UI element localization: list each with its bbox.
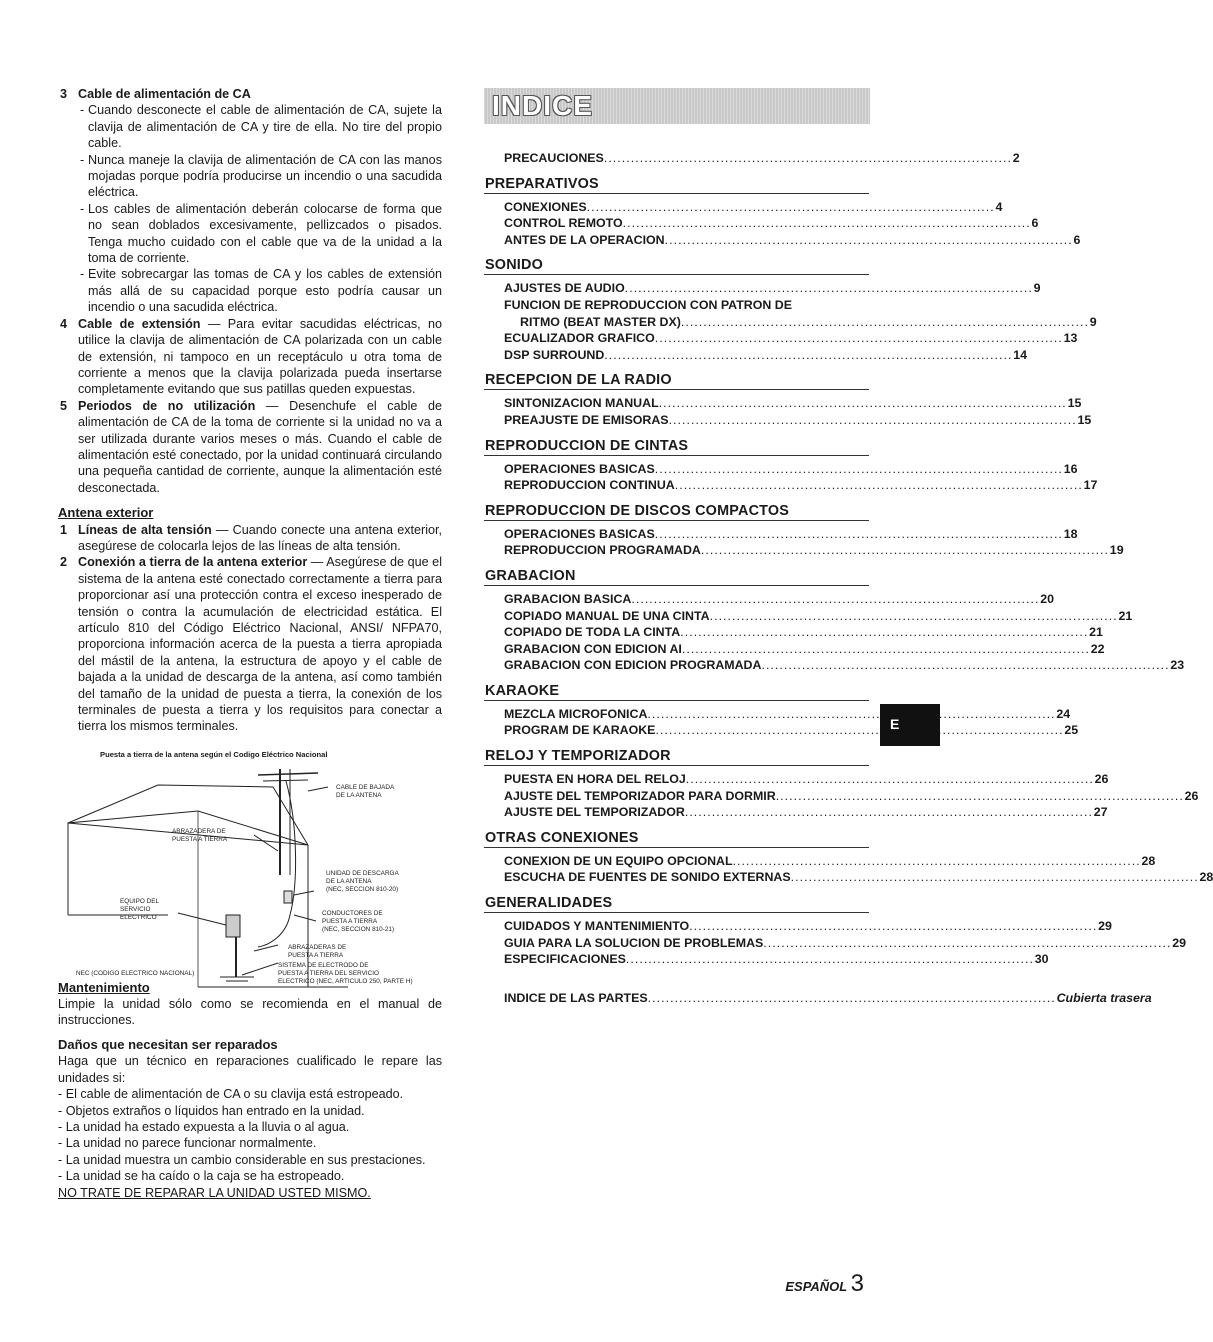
bullet-text: Cuando desconecte el cable de alimentación de CA, sujete la clavija de alimentación de CA y tire de ella. No tire del propio cable. xyxy=(88,103,442,151)
toc-label: FUNCION DE REPRODUCCION CON PATRON DE xyxy=(504,297,792,312)
item-title: Periodos de no utilización xyxy=(78,398,256,413)
toc-page: 30 xyxy=(1034,952,1049,967)
toc-entry[interactable] xyxy=(504,624,1103,641)
toc-label: GRABACION CON EDICION PROGRAMADA xyxy=(504,658,762,673)
label-abrazadera-2: PUESTA A TIERRA xyxy=(172,836,228,844)
danos-item: - La unidad se ha caído o la caja se ha estropeado. xyxy=(58,1169,345,1184)
toc-page: 21 xyxy=(1118,608,1133,623)
toc-section-heading: GRABACION xyxy=(484,568,869,586)
toc-page: 29 xyxy=(1172,935,1186,950)
item-3 xyxy=(58,86,442,102)
toc-label: ESCUCHA DE FUENTES DE SONIDO EXTERNAS xyxy=(504,870,791,885)
index-title: INDICE xyxy=(492,90,593,121)
bullet-text: Nunca maneje la clavija de alimentación de CA con las manos mojadas porque podría producirse un incendio o una sacudida eléctrica. xyxy=(88,152,442,200)
toc-entry[interactable] xyxy=(504,199,1003,216)
item-text: — Cuando conecte una antena exterior, asegúrese de colocarla lejos de las líneas de alta tensión. xyxy=(78,522,442,553)
toc-entry[interactable] xyxy=(504,314,1097,331)
bullet-text: Evite sobrecargar las tomas de CA y los cables de extensión más allá de su capacidad porque esto podría causar un incendio o una sacudida eléctrica. xyxy=(88,267,442,315)
toc-entry[interactable] xyxy=(504,395,1082,412)
toc-page: 20 xyxy=(1040,591,1055,606)
toc-section-heading: REPRODUCCION DE CINTAS xyxy=(484,438,869,456)
toc-entry[interactable] xyxy=(504,477,1098,494)
item-number: 3 xyxy=(60,87,68,101)
toc-page: 18 xyxy=(1063,526,1078,541)
left-column xyxy=(58,86,442,1201)
toc-page: 17 xyxy=(1083,478,1098,493)
toc-label: CONEXION DE UN EQUIPO OPCIONAL xyxy=(504,853,733,868)
toc-page: 6 xyxy=(1073,232,1081,247)
item-number: 5 xyxy=(60,398,68,413)
toc-page: 21 xyxy=(1089,625,1103,640)
toc-section-list xyxy=(504,853,1213,886)
danos-intro: Haga que un técnico en reparaciones cualificado le repare las unidades si: xyxy=(58,1054,442,1085)
antenna-grounding-diagram xyxy=(58,765,442,986)
item-title: Líneas de alta tensión xyxy=(78,522,212,537)
label-conductores-1: CONDUCTORES DE xyxy=(322,910,383,918)
toc-label: PROGRAM DE KARAOKE xyxy=(504,723,656,738)
toc-page: 16 xyxy=(1063,461,1078,476)
toc-page: 22 xyxy=(1090,641,1105,656)
toc-entry[interactable] xyxy=(504,918,1112,935)
toc-label: GRABACION BASICA xyxy=(504,591,632,606)
toc-page: 15 xyxy=(1077,412,1092,427)
toc-page: 6 xyxy=(1031,216,1039,231)
toc-entry[interactable] xyxy=(504,280,1041,297)
danos-item: - Objetos extraños o líquidos han entrado en la unidad. xyxy=(58,1103,365,1118)
toc-entry[interactable] xyxy=(504,657,1185,674)
toc-label: CONEXIONES xyxy=(504,199,587,214)
toc-label: PRECAUCIONES xyxy=(504,151,604,165)
toc-label: GRABACION CON EDICION AI xyxy=(504,641,682,656)
item-text: — Para evitar sacudidas eléctricas, no utilice la clavija de alimentación de CA polarizada con un cable de extensión, ni tampoco en un receptáculo u otra toma de corriente a menos que la clavija polarizada pueda insertarse completamente evitando que sus patillas queden expuestas. xyxy=(78,316,442,397)
label-equipo-2: SERVICIO xyxy=(120,906,151,914)
label-nec: NEC (CODIGO ELECTRICO NACIONAL) xyxy=(76,970,195,978)
toc-section-heading: OTRAS CONEXIONES xyxy=(484,830,869,848)
toc-label: ANTES DE LA OPERACION xyxy=(504,232,665,247)
index-column xyxy=(484,88,1213,1006)
item-5 xyxy=(58,398,442,496)
toc-label: MEZCLA MICROFONICA xyxy=(504,706,648,721)
toc-entry[interactable] xyxy=(504,347,1027,364)
toc-entry[interactable] xyxy=(504,990,1152,1007)
toc-page: 27 xyxy=(1093,805,1108,820)
toc-entry[interactable] xyxy=(504,869,1213,886)
toc-label: PREAJUSTE DE EMISORAS xyxy=(504,412,669,427)
danos-item: - La unidad no parece funcionar normalmente. xyxy=(58,1136,317,1151)
bullet: - Cuando desconecte el cable de alimentación de CA, sujete la clavija de alimentación de CA y tire de ella. No tire del propio cable. xyxy=(80,103,442,151)
label-abrazadera-1: ABRAZADERA DE xyxy=(172,828,226,836)
toc-label: AJUSTES DE AUDIO xyxy=(504,281,625,296)
label-conductores-2: PUESTA A TIERRA xyxy=(322,918,378,926)
label-conductores-3: (NEC, SECCION 810-21) xyxy=(322,926,395,934)
toc-label: PUESTA EN HORA DEL RELOJ xyxy=(504,772,686,787)
label-cable-bajada-2: DE LA ANTENA xyxy=(336,792,382,800)
toc-section-heading: PREPARATIVOS xyxy=(484,176,869,194)
item-text: — Desenchufe el cable de alimentación de CA de la toma de corriente si la unidad no va a ser utilizada durante varios meses o más. Cuando el cable de alimentación esté conectado, por la unidad continuará circulando una pequeña cantidad de corriente, aunque la alimentación esté desconectada. xyxy=(78,398,443,495)
footer-language: ESPAÑOL xyxy=(785,1279,848,1294)
toc-section-list xyxy=(504,526,1124,559)
toc-page: 26 xyxy=(1184,788,1199,803)
antena-heading: Antena exterior xyxy=(58,505,154,521)
index-title-banner xyxy=(484,88,870,124)
item-title: Conexión a tierra de la antena exterior xyxy=(78,555,308,570)
toc-page: 19 xyxy=(1109,543,1124,558)
toc-label: REPRODUCCION PROGRAMADA xyxy=(504,543,701,558)
toc-page: Cubierta trasera xyxy=(1056,990,1152,1005)
toc-precauciones xyxy=(504,150,1020,167)
label-sistema-2: PUESTA A TIERRA DEL SERVICIO xyxy=(278,970,379,978)
toc-page: 25 xyxy=(1064,723,1079,738)
toc-section-list xyxy=(504,591,1185,674)
toc-page: 14 xyxy=(1013,347,1027,362)
toc-label: RITMO (BEAT MASTER DX) xyxy=(520,314,681,329)
toc-label: AJUSTE DEL TEMPORIZADOR xyxy=(504,805,685,820)
toc-entry[interactable] xyxy=(504,461,1078,478)
toc-indice-partes xyxy=(504,990,1152,1007)
toc-entry[interactable] xyxy=(504,788,1199,805)
toc-page: 4 xyxy=(995,199,1003,214)
toc-section-list xyxy=(504,461,1098,494)
toc-section-heading: GENERALIDADES xyxy=(484,895,869,913)
mantenimiento-heading: Mantenimiento xyxy=(58,979,150,995)
page-footer xyxy=(785,1270,864,1298)
toc-label: CUIDADOS Y MANTENIMIENTO xyxy=(504,919,690,934)
item-title: Cable de alimentación de CA xyxy=(78,87,251,101)
danos-item: - La unidad muestra un cambio considerable en sus prestaciones. xyxy=(58,1152,426,1167)
toc-entry[interactable] xyxy=(504,804,1108,821)
toc-label: ESPECIFICACIONES xyxy=(504,952,626,967)
toc-label: OPERACIONES BASICAS xyxy=(504,461,655,476)
diagram-caption: Puesta a tierra de la antena según el Codigo Eléctrico Nacional xyxy=(100,749,328,759)
toc-label: ECUALIZADOR GRAFICO xyxy=(504,331,655,346)
bullet: - Evite sobrecargar las tomas de CA y los cables de extensión más allá de su capacidad porque esto podría causar un incendio o una sacudida eléctrica. xyxy=(80,267,442,315)
antena-item-2 xyxy=(58,554,442,734)
label-equipo-3: ELECTRICO xyxy=(120,914,157,922)
antena-item-1 xyxy=(58,522,442,555)
toc-page: 29 xyxy=(1098,919,1112,934)
toc-entry[interactable] xyxy=(504,526,1078,543)
language-tab xyxy=(880,704,940,746)
toc-label: INDICE DE LAS PARTES xyxy=(504,990,648,1005)
toc-entry[interactable] xyxy=(504,951,1049,968)
danos-warning: NO TRATE DE REPARAR LA UNIDAD USTED MISMO. xyxy=(58,1185,371,1200)
danos-item: - La unidad ha estado expuesta a la lluvia o al agua. xyxy=(58,1119,350,1134)
item-title: Cable de extensión xyxy=(78,316,201,331)
toc-section-heading: REPRODUCCION DE DISCOS COMPACTOS xyxy=(484,503,869,521)
toc-label: DSP SURROUND xyxy=(504,347,605,362)
toc-entry[interactable] xyxy=(504,232,1081,249)
toc-label: COPIADO MANUAL DE UNA CINTA xyxy=(504,608,710,623)
label-equipo-1: EQUIPO DEL xyxy=(120,898,160,906)
toc-entry[interactable] xyxy=(504,215,1039,232)
toc-page: 13 xyxy=(1063,331,1078,346)
label-sistema-1: SISTEMA DE ELECTRODO DE xyxy=(278,962,369,970)
label-cable-bajada-1: CABLE DE BAJADA xyxy=(336,784,395,792)
toc-entry[interactable] xyxy=(504,853,1156,870)
danos-heading: Daños que necesitan ser reparados xyxy=(58,1036,278,1052)
toc-label: OPERACIONES BASICAS xyxy=(504,526,655,541)
bullet: - Los cables de alimentación deberán colocarse de forma que no sean doblados excesivamente, pellizcados o pisados. Tenga mucho cuidado con el cable que va de la unidad a la toma de corriente. xyxy=(80,201,442,266)
label-unidad-2: DE LA ANTENA xyxy=(326,878,372,886)
toc-section-heading: SONIDO xyxy=(484,257,869,275)
toc-section-list xyxy=(504,280,1097,363)
item-number: 2 xyxy=(60,555,68,570)
toc-section-list xyxy=(504,771,1199,821)
toc-section-list xyxy=(504,395,1092,428)
item-number: 4 xyxy=(60,316,68,331)
toc-entry[interactable] xyxy=(504,297,864,314)
toc-section-list xyxy=(504,199,1081,249)
language-tab-letter: E xyxy=(890,716,900,732)
toc-entry[interactable] xyxy=(504,542,1124,559)
toc-label: AJUSTE DEL TEMPORIZADOR PARA DORMIR xyxy=(504,788,776,803)
toc-entry[interactable] xyxy=(504,412,1092,429)
toc-label: REPRODUCCION CONTINUA xyxy=(504,478,675,493)
danos-item: - El cable de alimentación de CA o su clavija está estropeado. xyxy=(58,1087,404,1102)
label-unidad-3: (NEC, SECCION 810-20) xyxy=(326,886,399,894)
label-unidad-1: UNIDAD DE DESCARGA xyxy=(326,870,399,878)
toc-entry[interactable] xyxy=(504,935,1186,952)
item-text: — Asegúrese de que el sistema de la antena esté conectado correctamente a tierra para proporcionar así una protección contra el exceso inesperado de tensión o contra la acumulación de electricidad estática. El artículo 810 del Código Eléctrico Nacional, ANSI/ NFPA70, proporciona información acerca de la puesta a tierra apropiada del mástil de la antena, la estructura de apoyo y el cable de bajada a la unidad de descarga de la antena, así como también del tamaño de la unidad de puesta a tierra, la conexión de los terminales de puesta a tierra y los requisitos para conectar a tierra los mismos terminales. xyxy=(78,555,442,734)
toc-entry[interactable] xyxy=(504,591,1055,608)
toc-label: GUIA PARA LA SOLUCION DE PROBLEMAS xyxy=(504,935,764,950)
toc-page: 24 xyxy=(1056,706,1071,721)
toc-page: 26 xyxy=(1094,772,1109,787)
toc-label: COPIADO DE TODA LA CINTA xyxy=(504,625,681,640)
toc-page: 15 xyxy=(1067,396,1082,411)
bullet-text: Los cables de alimentación deberán colocarse de forma que no sean doblados excesivamente, pellizcados o pisados. Tenga mucho cuidado con el cable que va de la unidad a la toma de corriente. xyxy=(88,201,442,266)
toc-entry[interactable] xyxy=(504,608,1133,625)
toc-label: CONTROL REMOTO xyxy=(504,216,623,231)
page-number: 3 xyxy=(850,1270,864,1297)
toc-label: SINTONIZACION MANUAL xyxy=(504,396,659,411)
label-sistema-3: ELECTRICO (NEC, ARTICULO 250, PARTE H) xyxy=(278,978,413,986)
toc-section-heading: KARAOKE xyxy=(484,683,869,701)
toc-entry[interactable] xyxy=(504,722,1079,739)
toc-entry[interactable] xyxy=(504,706,1071,723)
toc-page: 9 xyxy=(1089,314,1097,329)
toc-entry[interactable] xyxy=(504,641,1105,658)
toc-page: 28 xyxy=(1141,853,1156,868)
toc-entry[interactable] xyxy=(504,150,1020,167)
toc-section-list xyxy=(504,918,1186,968)
toc-section-heading: RELOJ Y TEMPORIZADOR xyxy=(484,748,869,766)
toc-entry[interactable] xyxy=(504,330,1078,347)
toc-page: 23 xyxy=(1170,658,1185,673)
label-abrazaderas-2: PUESTA A TIERRA xyxy=(288,952,344,960)
toc-page: 28 xyxy=(1199,870,1213,885)
bullet: - Nunca maneje la clavija de alimentación de CA con las manos mojadas porque podría producirse un incendio o una sacudida eléctrica. xyxy=(80,152,442,200)
toc-section-list xyxy=(504,706,1079,739)
toc-page: 9 xyxy=(1033,281,1041,296)
toc-entry[interactable] xyxy=(504,771,1109,788)
mantenimiento-text: Limpie la unidad sólo como se recomienda en el manual de instrucciones. xyxy=(58,997,442,1028)
item-4 xyxy=(58,316,442,398)
toc-section-heading: RECEPCION DE LA RADIO xyxy=(484,372,869,390)
toc-sections xyxy=(484,175,1213,968)
item-number: 1 xyxy=(60,522,68,537)
label-abrazaderas-1: ABRAZADERAS DE xyxy=(288,944,347,952)
toc-page: 2 xyxy=(1012,151,1020,165)
